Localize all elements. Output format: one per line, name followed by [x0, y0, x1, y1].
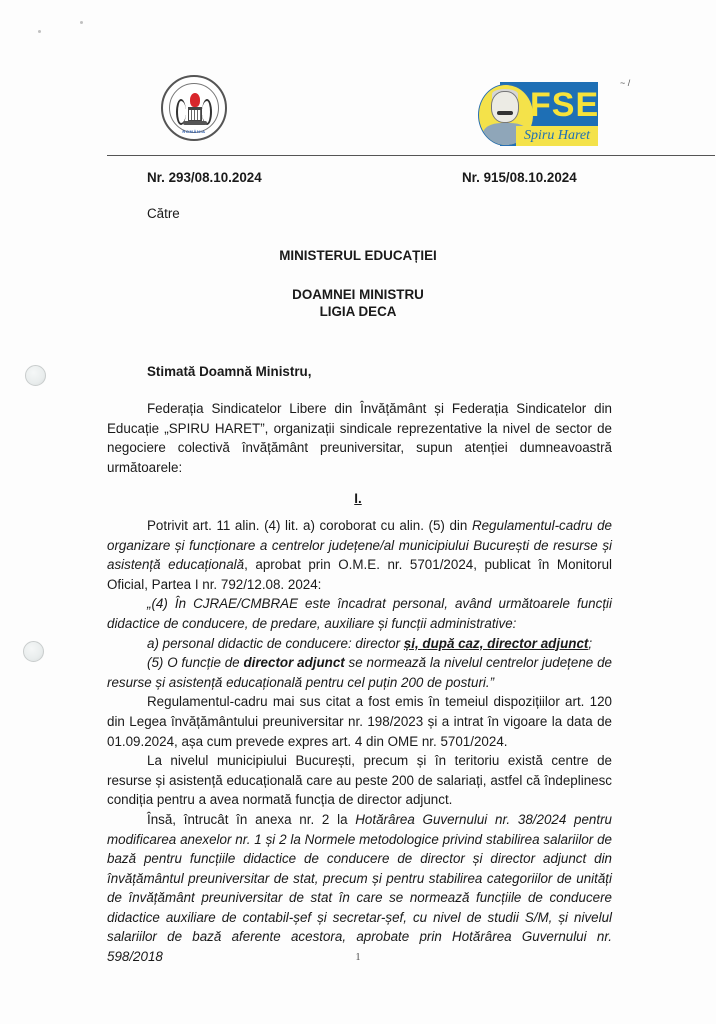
registration-number-left: Nr. 293/08.10.2024: [147, 170, 262, 185]
page-number: 1: [355, 952, 361, 963]
punch-hole: [25, 365, 46, 386]
regulation-title: Regulamentul-cadru de organizare și funcționare a centrelor județene/al municipiului București de resurse și asistență educațională: [107, 518, 612, 573]
text-span: , aprobat prin O.M.E. nr. 5701/2024, publicat în Monitorul Oficial, Partea I nr. 792/12.08. 2024:: [107, 557, 612, 592]
portrait-mustache: [497, 111, 513, 115]
registration-number-right: Nr. 915/08.10.2024: [462, 170, 577, 185]
fse-spiru-haret-logo: [478, 82, 598, 146]
text-span: ;: [588, 635, 593, 651]
quote-lit-a: [107, 634, 612, 654]
portrait-face: [491, 91, 519, 123]
emphasis-director-adjunct: director adjunct: [487, 635, 589, 651]
scan-speck: [38, 30, 41, 33]
salutation: Stimată Doamnă Ministru,: [147, 364, 312, 379]
text-span: Potrivit art. 11 alin. (4) lit. a) coroborat cu alin. (5) din: [147, 518, 472, 533]
scan-mark: ~ /: [620, 78, 631, 88]
text-span: a) personal didactic de conducere: director: [147, 635, 404, 651]
hg-title: Hotărârea Guvernului nr. 38/2024 pentru modificarea anexelor nr. 1 și 2 la Normele metodologice privind stabilirea salariilor de bază pentru funcțiile didactice de conducere de director și director adjunct din învățământul preuniversitar de stat, precum și pentru stabilirea categoriilor de unități de învățământ preuniversitar de stat în care se normează funcțiile de conducere didactice auxiliare de contabil-șef și secretar-șef, cu nivel de studii S/M, și nivelul salariilor de bază aferente acestora, aprobate prin Hotărârea Guvernului nr. 598/2018: [107, 811, 612, 965]
emphasis-director-adjunct: director adjunct: [243, 655, 345, 671]
emphasis-underlined: și, după caz,: [403, 635, 488, 651]
intro-paragraph-block: [107, 399, 612, 477]
section-body: [107, 516, 612, 967]
quote-alin-4: „(4) În CJRAE/CMBRAE este încadrat personal, având următoarele funcții didactice de conducere, de predare, auxiliare și funcții administrative:: [107, 596, 612, 631]
paragraph-regulation-effect: Regulamentul-cadru mai sus citat a fost emis în temeiul dispozițiilor art. 120 din Legea învățământului preuniversitar nr. 198/2023 și a intrat în vigoare la data de 01.09.2024, așa cum prevede expres art. 4 din OME nr. 5701/2024.: [107, 694, 612, 749]
addressee-title: DOAMNEI MINISTRU: [292, 287, 424, 302]
quote-alin-5: [107, 653, 612, 692]
paragraph-legal-basis: [107, 516, 612, 594]
logo-letters: FSE: [530, 86, 600, 124]
scan-speck: [80, 21, 83, 24]
fsli-logo: [161, 75, 227, 141]
text-span: (5) O funcție de: [147, 655, 244, 671]
addressee-name: LIGIA DECA: [319, 304, 397, 319]
paragraph-bucharest: La nivelul municipiului București, precum și în teritoriu există centre de resurse și asistență educațională care au peste 200 de salariați, astfel că îndeplinesc condiția pentru a avea normată funcția de director adjunct.: [107, 753, 612, 808]
paragraph-hg-reference: [107, 810, 612, 967]
intro-paragraph: Federația Sindicatelor Libere din Învățământ și Federația Sindicatelor din Educație „SPIRU HARET”, organizații sindicale reprezentative la nivel de sector de negociere colectivă învățământ preuniversitar, supun atenției dumneavoastră următoarele:: [107, 401, 612, 475]
logo-country-text: ROMÂNIA: [182, 129, 206, 134]
section-number: I.: [354, 491, 362, 506]
column-icon: [188, 107, 202, 121]
text-span: se normează la nivelul centrelor județene de resurse și asistență educațională pentru cel puțin 200 de posturi.”: [107, 655, 612, 690]
header-divider: [107, 155, 715, 156]
logo-tagline: Spiru Haret: [516, 126, 598, 146]
torch-flame-icon: [190, 93, 200, 107]
to-label: Către: [147, 206, 180, 221]
book-icon: [183, 121, 207, 125]
text-span: Însă, întrucât în anexa nr. 2 la: [147, 811, 356, 827]
addressee-ministry: MINISTERUL EDUCAȚIEI: [279, 248, 437, 263]
punch-hole: [23, 641, 44, 662]
